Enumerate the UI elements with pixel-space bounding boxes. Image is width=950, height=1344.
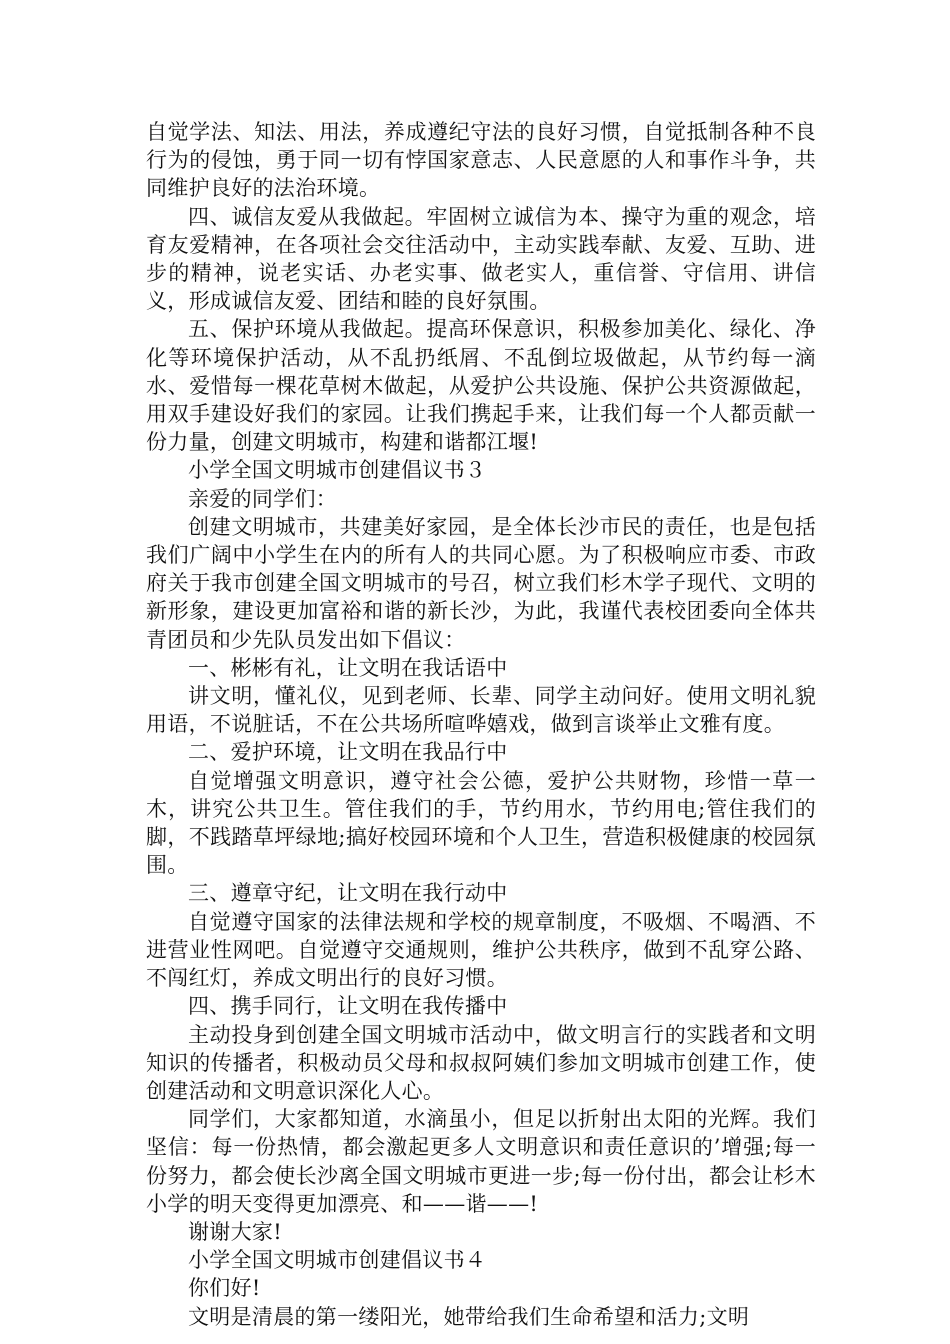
section-title: 小学全国文明城市创建倡议书４	[188, 1248, 487, 1273]
body-paragraph: 讲文明，懂礼仪，见到老师、长辈、同学主动问好。使用文明礼貌用语，不说脏话，不在公共场所喧哗嬉戏，做到言谈举止文雅有度。	[146, 684, 816, 737]
point-heading: 二、爱护环境，让文明在我品行中	[188, 740, 508, 765]
body-paragraph: 自觉学法、知法、用法，养成遵纪守法的良好习惯，自觉抵制各种不良行为的侵蚀，勇于同一切有悖国家意志、人民意愿的人和事作斗争，共同维护良好的法治环境。	[146, 120, 816, 201]
body-paragraph: 主动投身到创建全国文明城市活动中，做文明言行的实践者和文明知识的传播者，积极动员父母和叔叔阿姨们参加文明城市创建工作，使创建活动和文明意识深化人心。	[146, 1022, 816, 1103]
closing-line: 谢谢大家!	[188, 1219, 282, 1244]
section-title: 小学全国文明城市创建倡议书３	[188, 458, 487, 483]
point-heading: 三、遵章守纪，让文明在我行动中	[188, 881, 508, 906]
body-paragraph: 自觉遵守国家的法律法规和学校的规章制度，不吸烟、不喝酒、不进营业性网吧。自觉遵守交通规则，维护公共秩序，做到不乱穿公路、不闯红灯，养成文明出行的良好习惯。	[146, 909, 816, 991]
body-paragraph: 自觉增强文明意识，遵守社会公德，爱护公共财物，珍惜一草一木，讲究公共卫生。管住我们的手，节约用水，节约用电;管住我们的脚，不践踏草坪绿地;搞好校园环境和个人卫生，营造积极健康的校园氛围。	[146, 768, 816, 878]
salutation: 亲爱的同学们：	[188, 486, 338, 511]
body-paragraph: 创建文明城市，共建美好家园，是全体长沙市民的责任，也是包括我们广阔中小学生在内的所有人的共同心愿。为了积极响应市委、市政府关于我市创建全国文明城市的号召，树立我们杉木学子现代、文明的新形象，建设更加富裕和谐的新长沙，为此，我谨代表校团委向全体共青团员和少先队员发出如下倡议：	[146, 514, 816, 652]
body-paragraph: 五、保护环境从我做起。提高环保意识，积极参加美化、绿化、净化等环境保护活动，从不乱扔纸屑、不乱倒垃圾做起，从节约每一滴水、爱惜每一棵花草树木做起，从爱护公共设施、保护公共资源做起，用双手建设好我们的家园。让我们携起手来，让我们每一个人都贡献一份力量，创建文明城市，构建和谐都江堰!	[146, 317, 816, 455]
body-paragraph: 同学们，大家都知道，水滴虽小，但足以折射出太阳的光辉。我们坚信：每一份热情，都会激起更多人文明意识和责任意识的’增强;每一份努力，都会使长沙离全国文明城市更进一步;每一份付出，都会让杉木小学的明天变得更加漂亮、和——谐——!	[146, 1107, 816, 1216]
document-page	[146, 118, 816, 1331]
body-paragraph: 文明是清晨的第一缕阳光，她带给我们生命希望和活力;文明	[188, 1304, 750, 1329]
salutation: 你们好!	[188, 1276, 261, 1301]
point-heading: 一、彬彬有礼，让文明在我话语中	[188, 655, 508, 680]
point-heading: 四、携手同行，让文明在我传播中	[188, 994, 508, 1019]
body-paragraph: 四、诚信友爱从我做起。牢固树立诚信为本、操守为重的观念，培育友爱精神，在各项社会交往活动中，主动实践奉献、友爱、互助、进步的精神，说老实话、办老实事、做老实人，重信誉、守信用、讲信义，形成诚信友爱、团结和睦的良好氛围。	[146, 204, 816, 314]
